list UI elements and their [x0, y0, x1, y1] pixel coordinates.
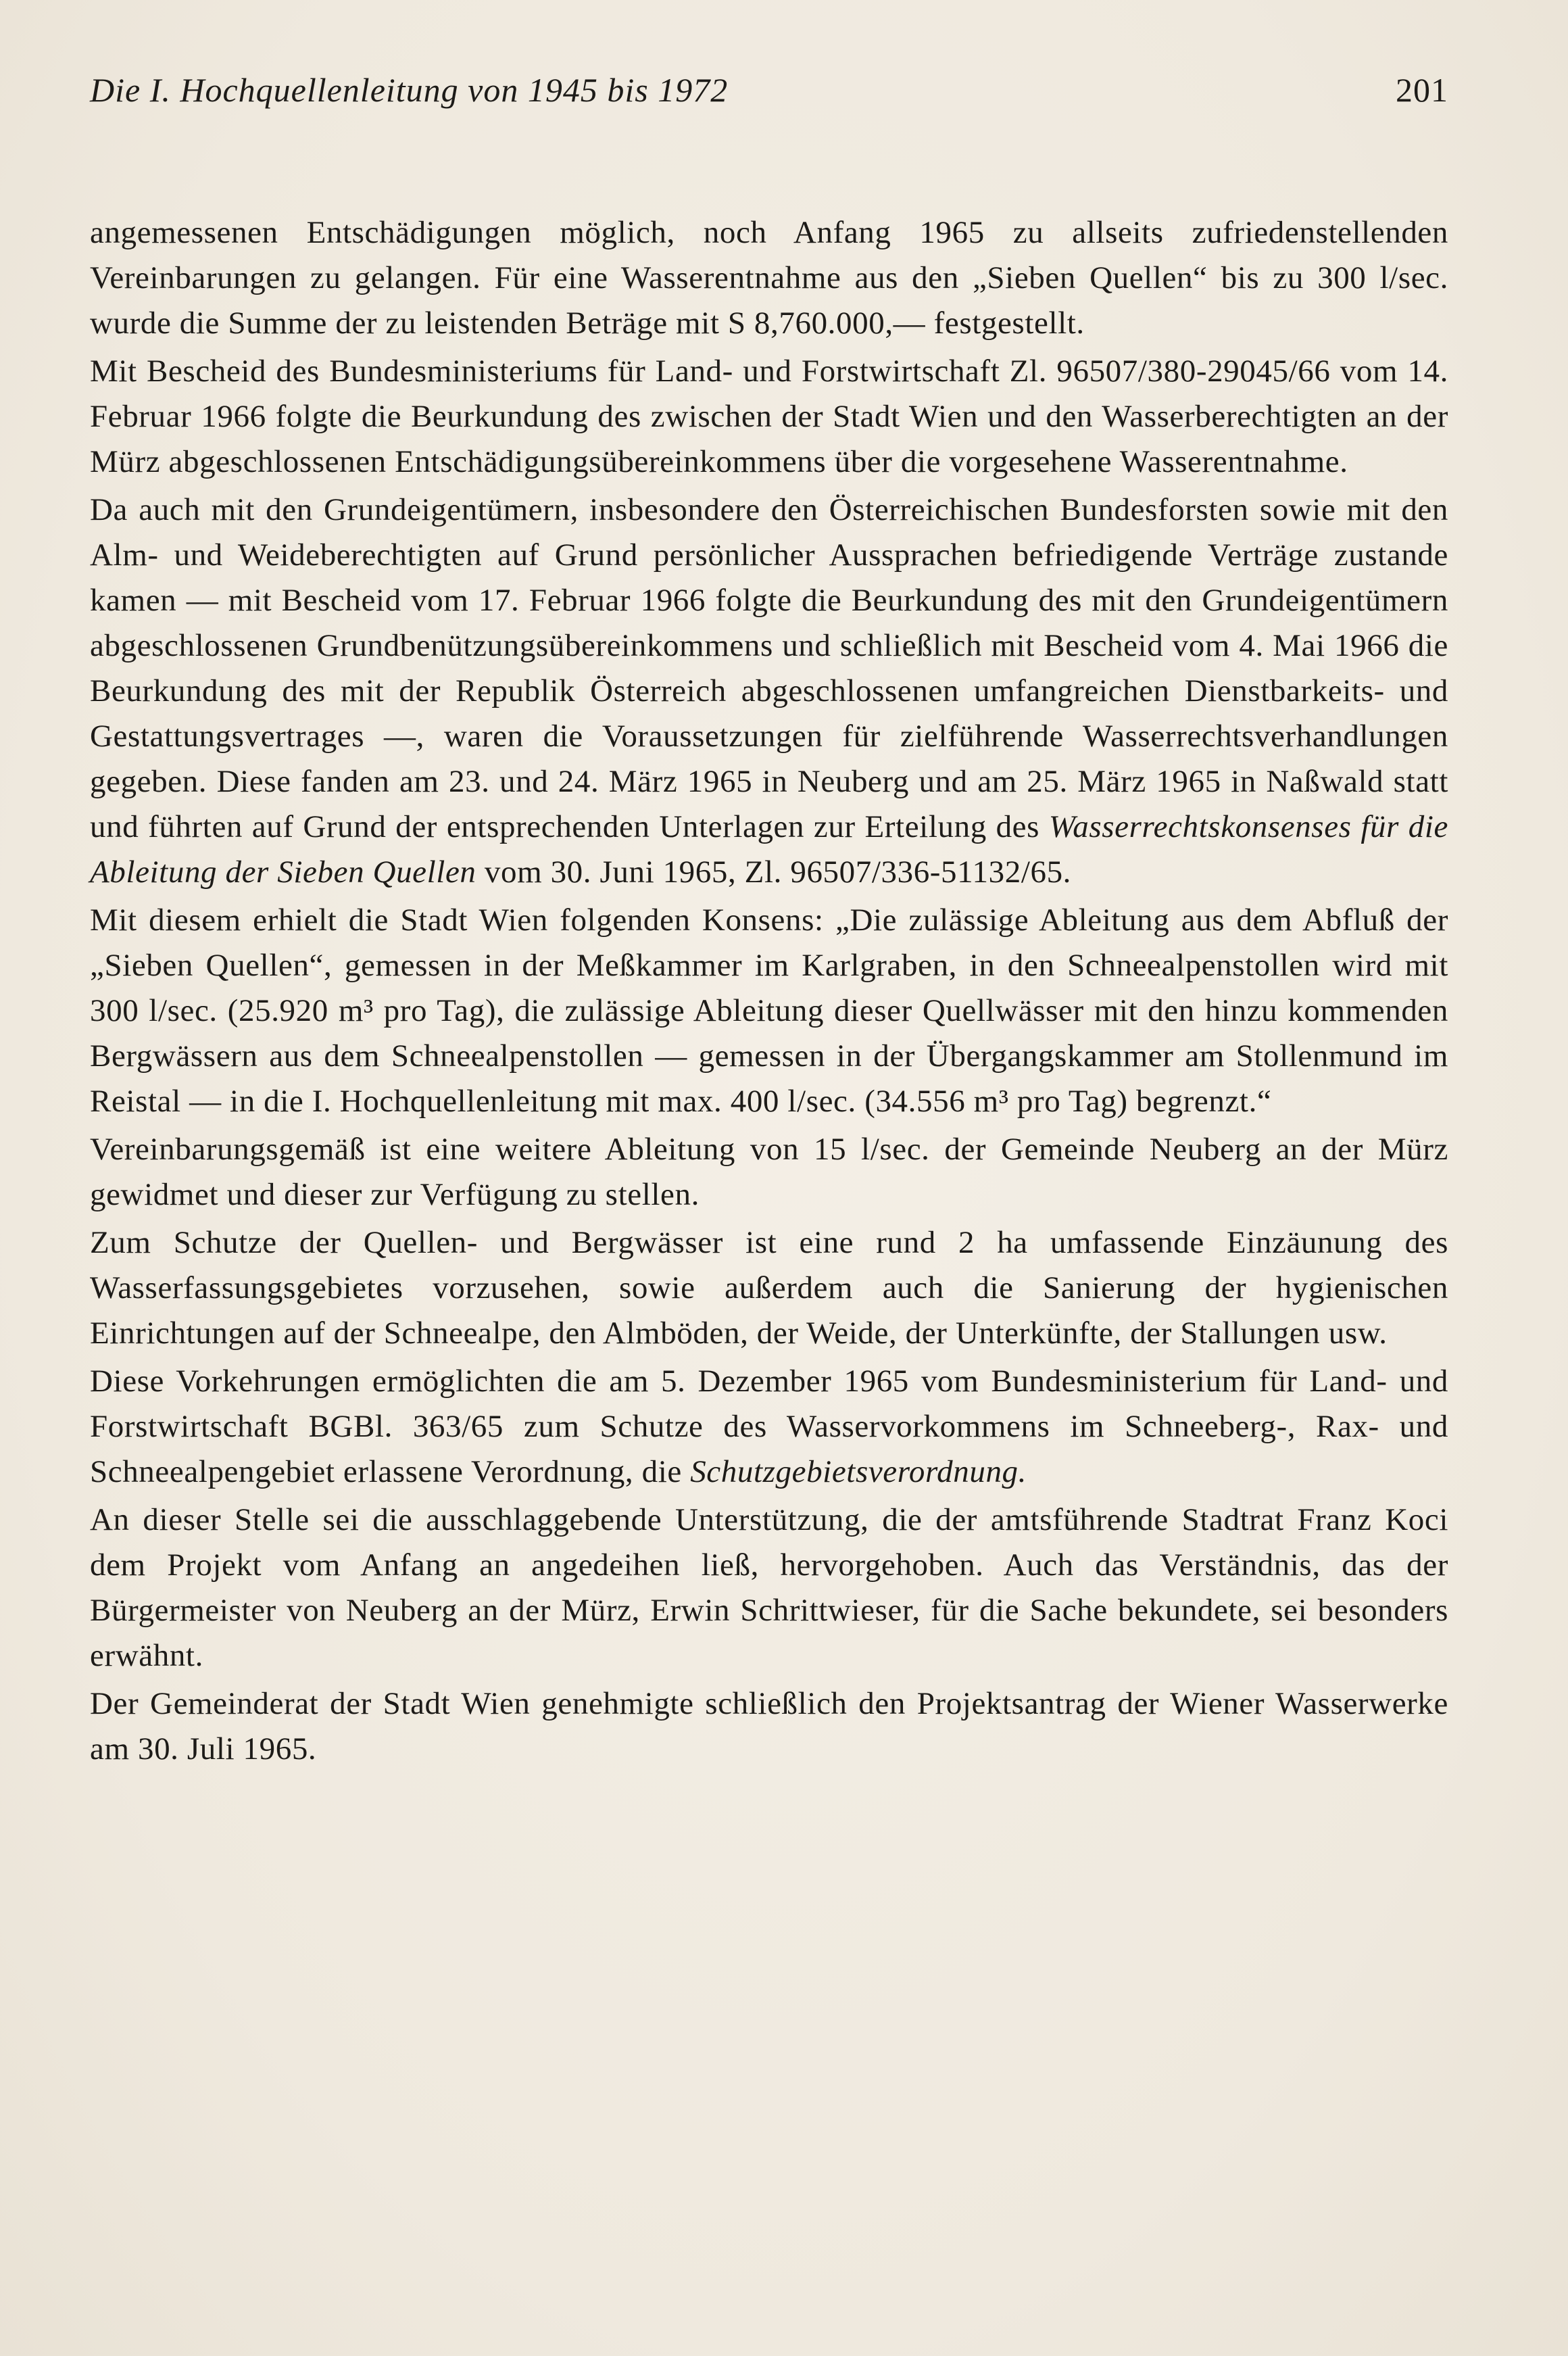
- paragraph-8-text: An dieser Stelle sei die ausschlaggebende Unterstützung, die der amtsführende Stadtrat Franz Koci dem Projekt vom Anfang an angedeihen ließ, hervorgehoben. Auch das Verständnis, das der Bürgermeister von Neuberg an der Mürz, Erwin Schrittwieser, für die Sache bekundete, sei besonders erwähnt.: [90, 1502, 1448, 1673]
- paragraph-2-text: Mit Bescheid des Bundesministeriums für Land- und Forstwirtschaft Zl. 96507/380-29045/66 vom 14. Februar 1966 folgte die Beurkundung des zwischen der Stadt Wien und den Wasserberechtigten an der Mürz abgeschlossenen Entschädigungsübereinkommens über die vorgesehene Wasserentnahme.: [90, 354, 1448, 479]
- paragraph-1-text: angemessenen Entschädigungen möglich, noch Anfang 1965 zu allseits zufriedenstellenden Vereinbarungen zu gelangen. Für eine Wasserentnahme aus den „Sieben Quellen“ bis zu 300 l/sec. wurde die Summe der zu leistenden Beträge mit S 8,760.000,— festgestellt.: [90, 215, 1448, 341]
- paragraph-2: [90, 349, 1448, 485]
- paragraph-6: [90, 1220, 1448, 1356]
- paragraph-5-text: Vereinbarungsgemäß ist eine weitere Ableitung von 15 l/sec. der Gemeinde Neuberg an der Mürz gewidmet und dieser zur Verfügung zu stellen.: [90, 1132, 1448, 1212]
- body-text: [90, 210, 1448, 1775]
- paragraph-3-text-end: vom 30. Juni 1965, Zl. 96507/336-51132/65.: [484, 855, 1072, 890]
- paragraph-5: [90, 1127, 1448, 1218]
- paragraph-1: [90, 210, 1448, 346]
- paragraph-3-italic-title: Wasserrechtskonsenses für die Ableitung der Sieben Quellen: [90, 809, 1448, 890]
- paragraph-8: [90, 1497, 1448, 1679]
- paragraph-7-text: Diese Vorkehrungen ermöglichten die am 5. Dezember 1965 vom Bundesministerium für Land- und Forstwirtschaft BGBl. 363/65 zum Schutze des Wasservorkommens im Schneeberg-, Rax- und Schneealpengebiet erlassene Verordnung, die: [90, 1364, 1448, 1489]
- paragraph-7-italic-term: Schutzgebietsverordnung.: [690, 1454, 1027, 1489]
- paragraph-4: [90, 898, 1448, 1124]
- paragraph-3-text-start: Da auch mit den Grundeigentümern, insbesondere den Österreichischen Bundesforsten sowie mit den Alm- und Weideberechtigten auf Grund persönlicher Aussprachen befriedigende Verträge zustande kamen — mit Bescheid vom 17. Februar 1966 folgte die Beurkundung des mit den Grundeigentümern abgeschlossenen Grundbenützungsübereinkommens und schließlich mit Bescheid vom 4. Mai 1966 die Beurkundung des mit der Republik Österreich abgeschlossenen umfangreichen Dienstbarkeits- und Gestattungsvertrages —, waren die Voraussetzungen für zielführende Wasserrechtsverhandlungen gegeben. Diese fanden am 23. und 24. März 1965 in Neuberg und am 25. März 1965 in Naßwald statt und führten auf Grund der entsprechenden Unterlagen zur Erteilung des: [90, 492, 1448, 844]
- running-title: Die I. Hochquellenleitung von 1945 bis 1972: [90, 71, 729, 109]
- page-number: 201: [1396, 71, 1448, 109]
- paragraph-6-text: Zum Schutze der Quellen- und Bergwässer ist eine rund 2 ha umfassende Einzäunung des Wasserfassungsgebietes vorzusehen, sowie außerdem auch die Sanierung der hygienischen Einrichtungen auf der Schneealpe, den Almböden, der Weide, der Unterkünfte, der Stallungen usw.: [90, 1225, 1448, 1351]
- paragraph-9-text: Der Gemeinderat der Stadt Wien genehmigte schließlich den Projektsantrag der Wiener Wasserwerke am 30. Juli 1965.: [90, 1686, 1448, 1766]
- paragraph-3: [90, 487, 1448, 895]
- paragraph-7: [90, 1359, 1448, 1495]
- paragraph-9: [90, 1681, 1448, 1772]
- paragraph-4-text: Mit diesem erhielt die Stadt Wien folgenden Konsens: „Die zulässige Ableitung aus dem Abfluß der „Sieben Quellen“, gemessen in der Meßkammer im Karlgraben, in den Schneealpenstollen wird mit 300 l/sec. (25.920 m³ pro Tag), die zulässige Ableitung dieser Quellwässer mit den hinzu kommenden Bergwässern aus dem Schneealpenstollen — gemessen in der Übergangskammer am Stollenmund im Reistal — in die I. Hochquellenleitung mit max. 400 l/sec. (34.556 m³ pro Tag) begrenzt.“: [90, 903, 1448, 1119]
- page-header: [90, 66, 1448, 114]
